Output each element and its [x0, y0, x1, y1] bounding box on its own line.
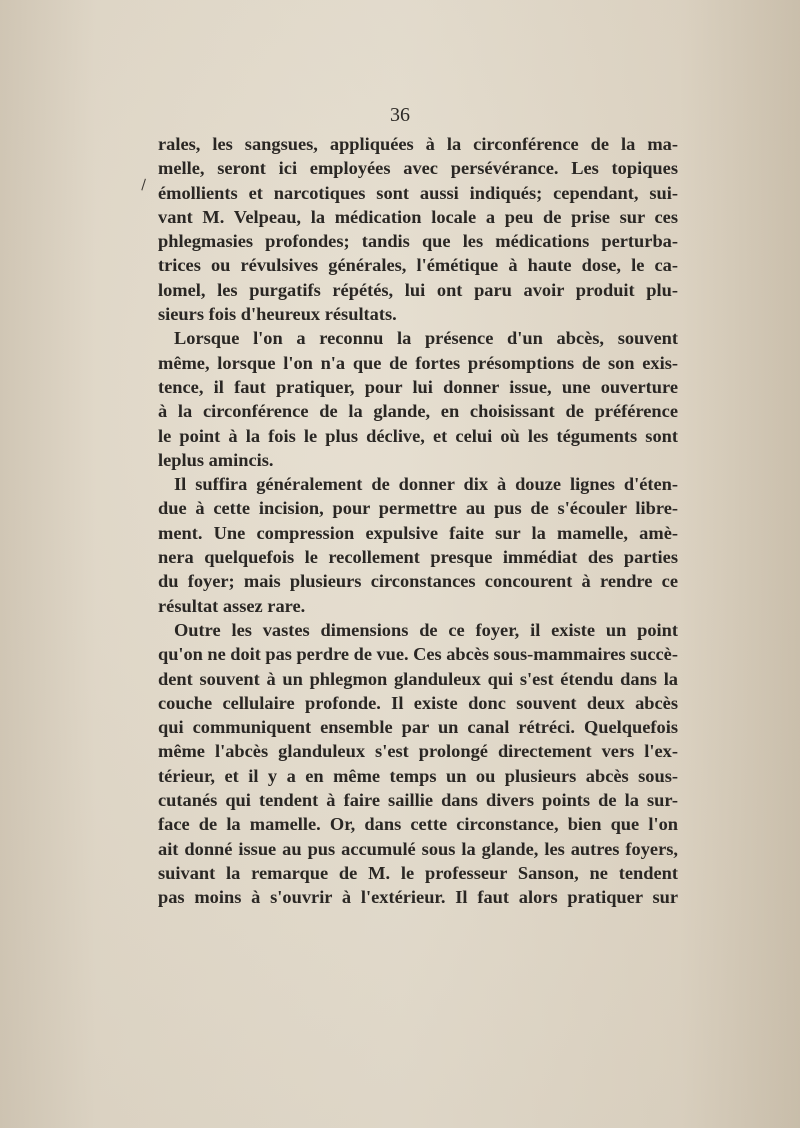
text-line: leplus amincis.: [158, 449, 274, 470]
text-line: même l'abcès glanduleux s'est prolongé directement vers l'ex-: [158, 741, 678, 762]
text-line: Il suffira généralement de donner dix à douze lignes d'éten-: [174, 474, 678, 495]
text-line: pas moins à s'ouvrir à l'extérieur. Il faut alors pratiquer sur: [158, 887, 678, 908]
text-line: émollients et narcotiques sont aussi indiqués; cependant, sui-: [158, 182, 678, 203]
text-line: suivant la remarque de M. le professeur Sanson, ne tendent: [158, 862, 678, 883]
text-line: melle, seront ici employées avec persévérance. Les topiques: [158, 158, 678, 179]
text-line: à la circonférence de la glande, en choisissant de préférence: [158, 401, 678, 422]
text-line: phlegmasies profondes; tandis que les médications perturba-: [158, 231, 678, 252]
text-line: résultat assez rare.: [158, 595, 306, 616]
text-line: Lorsque l'on a reconnu la présence d'un abcès, souvent: [174, 328, 678, 349]
text-line: couche cellulaire profonde. Il existe donc souvent deux abcès: [158, 692, 678, 713]
text-line: qui communiquent ensemble par un canal rétréci. Quelquefois: [158, 717, 678, 738]
text-line: du foyer; mais plusieurs circonstances concourent à rendre ce: [158, 571, 678, 592]
page-number: 36: [390, 104, 410, 126]
body-text: [158, 132, 678, 910]
text-line: tence, il faut pratiquer, pour lui donner issue, une ouverture: [158, 376, 678, 397]
text-line: le point à la fois le plus déclive, et celui où les téguments sont: [158, 425, 678, 446]
text-line: vant M. Velpeau, la médication locale a peu de prise sur ces: [158, 206, 678, 227]
text-line: due à cette incision, pour permettre au pus de s'écouler libre-: [158, 498, 678, 519]
text-line: nera quelquefois le recollement presque immédiat des parties: [158, 547, 678, 568]
text-line: même, lorsque l'on n'a que de fortes présomptions de son exis-: [158, 352, 678, 373]
text-line: ait donné issue au pus accumulé sous la glande, les autres foyers,: [158, 838, 678, 859]
text-line: dent souvent à un phlegmon glanduleux qui s'est étendu dans la: [158, 668, 678, 689]
text-line: lomel, les purgatifs répétés, lui ont paru avoir produit plu-: [158, 279, 678, 300]
text-line: ment. Une compression expulsive faite sur la mamelle, amè-: [158, 522, 678, 543]
margin-tick-mark: \: [136, 177, 150, 193]
text-line: Outre les vastes dimensions de ce foyer, il existe un point: [174, 619, 678, 640]
text-line: rales, les sangsues, appliquées à la circonférence de la ma-: [158, 134, 678, 154]
text-line: face de la mamelle. Or, dans cette circonstance, bien que l'on: [158, 814, 678, 835]
text-line: trices ou révulsives générales, l'émétique à haute dose, le ca-: [158, 255, 678, 276]
text-line: térieur, et il y a en même temps un ou plusieurs abcès sous-: [158, 765, 678, 786]
text-line: sieurs fois d'heureux résultats.: [158, 304, 397, 325]
text-line: cutanés qui tendent à faire saillie dans divers points de la sur-: [158, 790, 678, 811]
text-line: qu'on ne doit pas perdre de vue. Ces abcès sous-mammaires succè-: [158, 644, 678, 665]
